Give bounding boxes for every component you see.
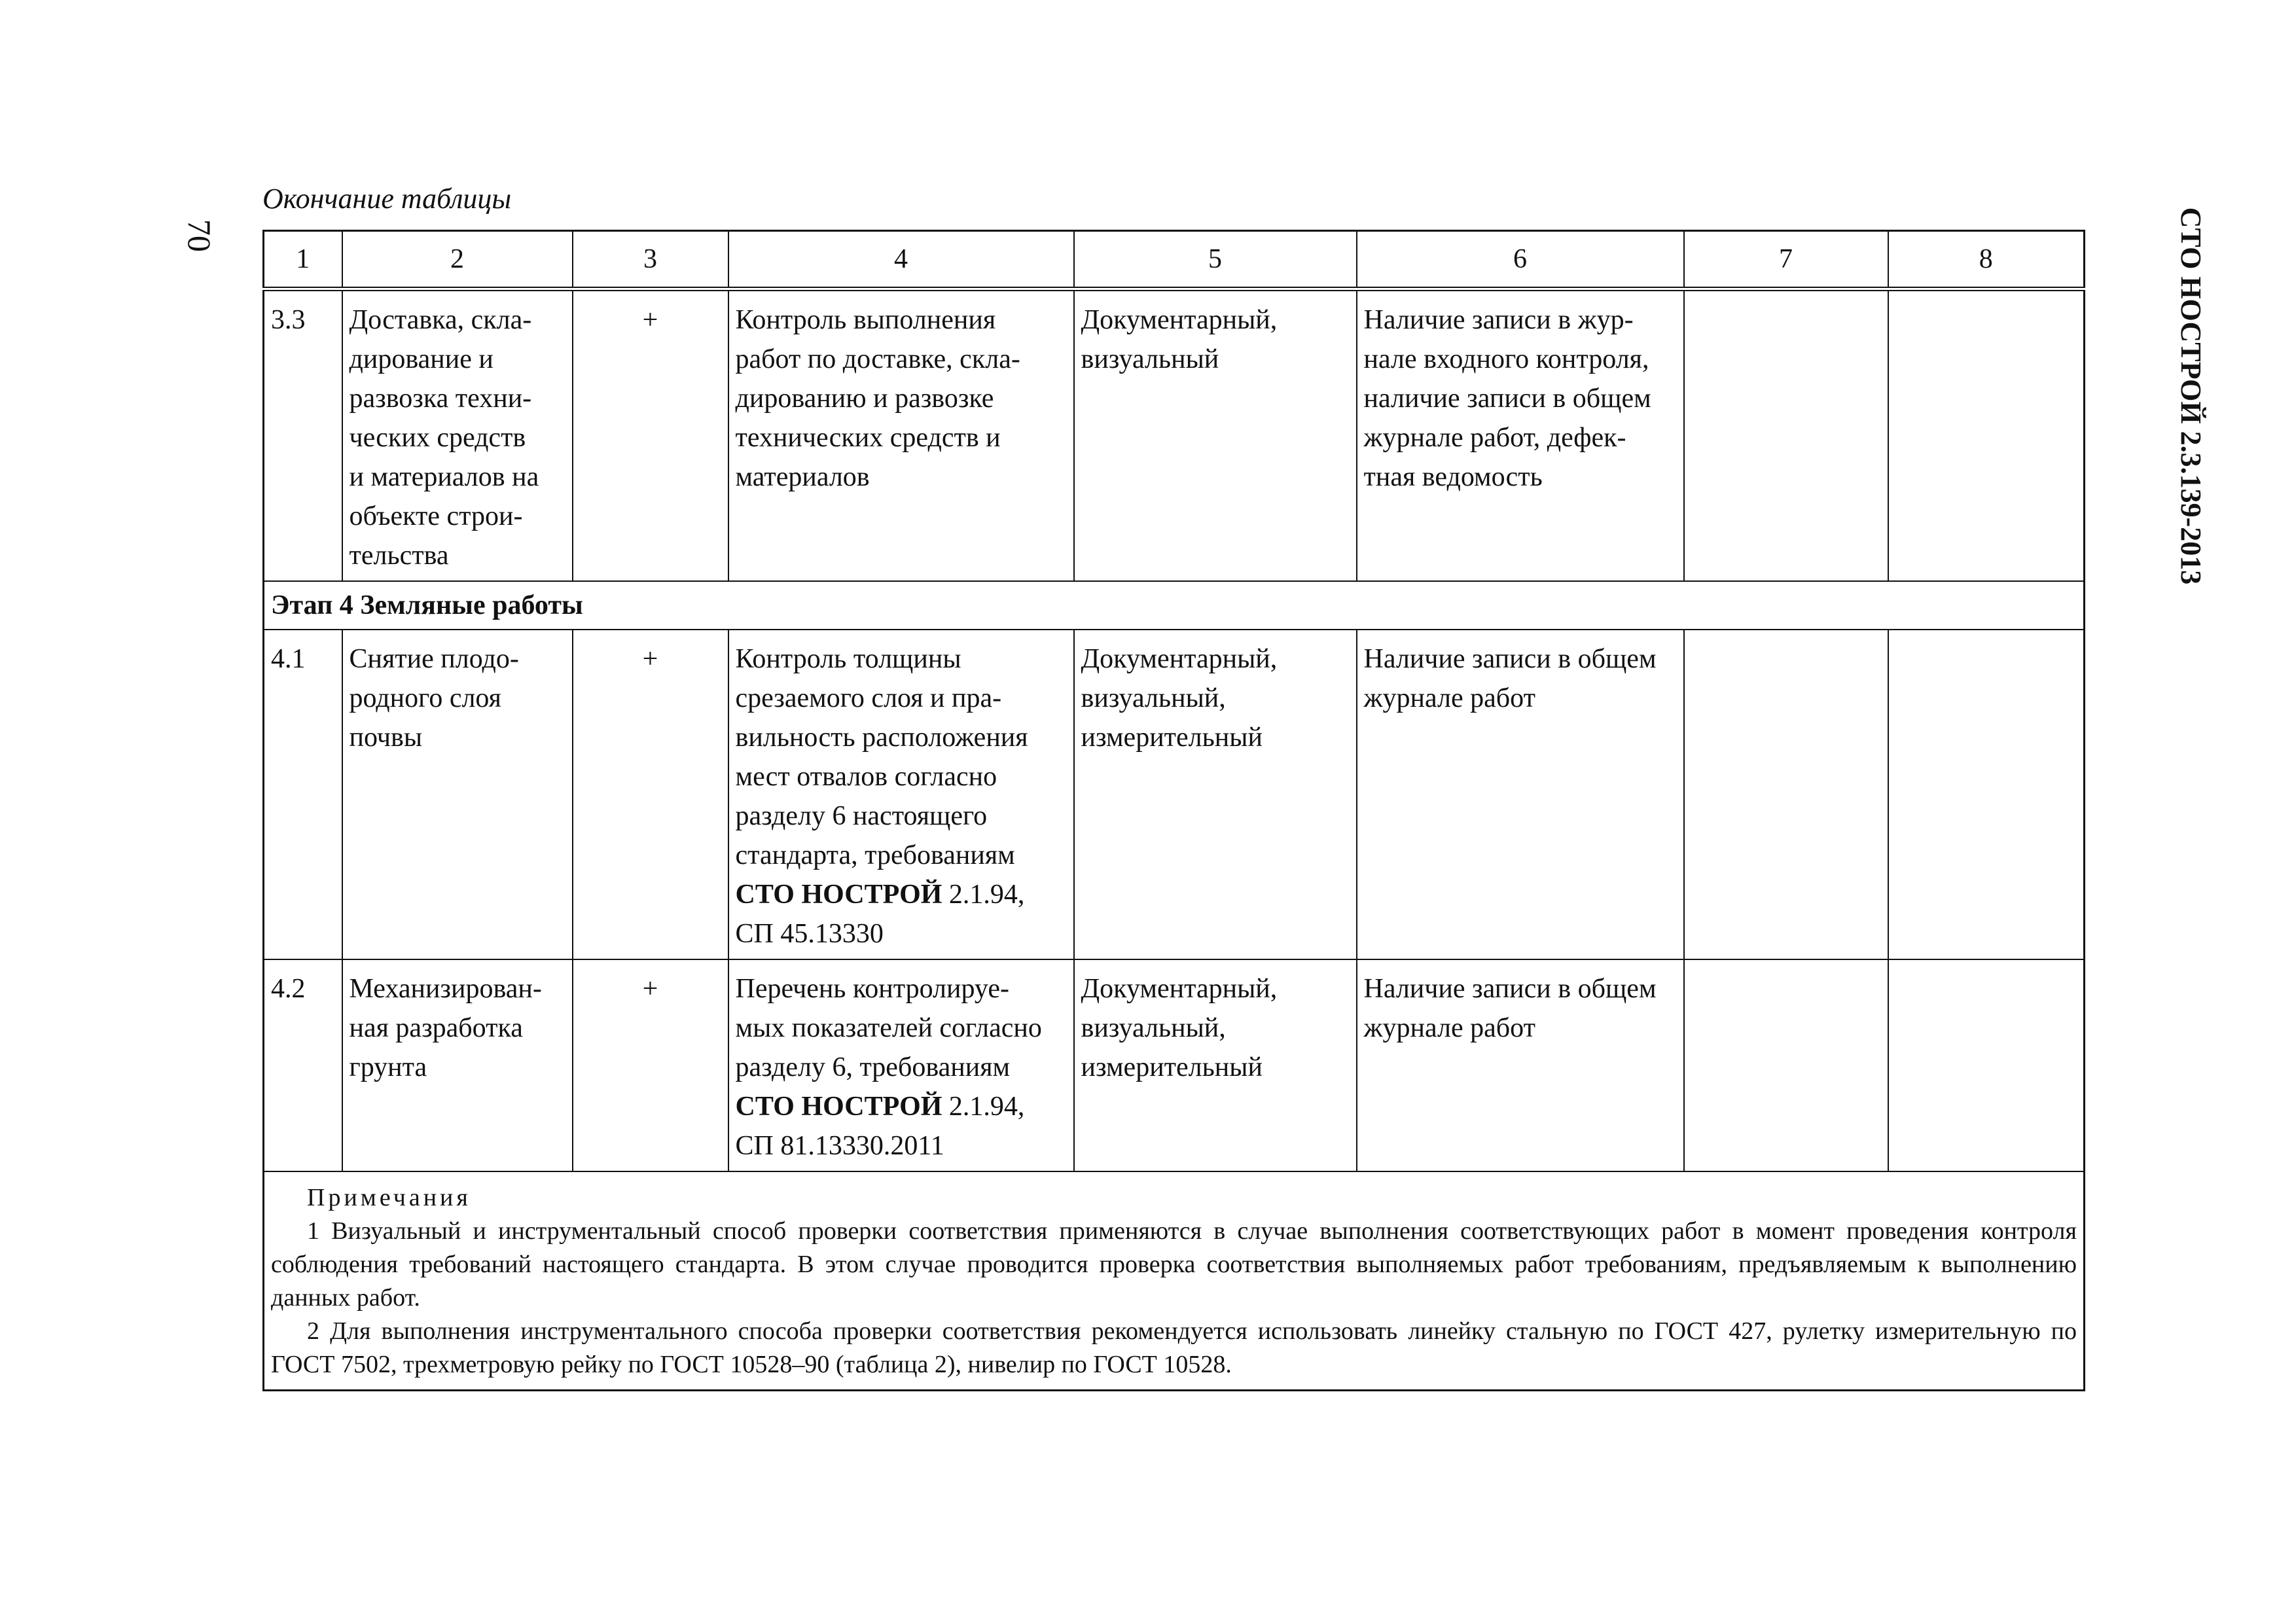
mark-cell: +	[573, 630, 728, 959]
row-number: 4.1	[264, 630, 342, 959]
notes-row	[264, 1171, 2085, 1391]
header-cell: 7	[1684, 231, 1888, 289]
empty-cell	[1888, 289, 2085, 582]
work-stage-cell: Доставка, скла- дирование и развозка техни- ческих средств и материалов на объекте строи- тельства	[342, 289, 573, 582]
row-number: 3.3	[264, 289, 342, 582]
empty-cell	[1684, 289, 1888, 582]
table-row	[264, 959, 2085, 1171]
empty-cell	[1684, 959, 1888, 1171]
note-1: 1 Визуальный и инструментальный способ проверки соответствия применяются в случае выполнения соответствующих работ в момент проведения контроля соблюдения требований настоящего стандарта. В этом случае проводится проверка соответствия выполняемых работ требованиям, предъявляемым к выполнению данных работ.	[271, 1217, 2077, 1311]
row-number: 4.2	[264, 959, 342, 1171]
control-table	[262, 230, 2085, 1391]
work-stage-cell: Механизирован- ная разработка грунта	[342, 959, 573, 1171]
record-cell: Наличие записи в жур- нале входного контроля, наличие записи в общем журнале работ, дефек- тная ведомость	[1357, 289, 1684, 582]
mark-cell: +	[573, 959, 728, 1171]
header-cell: 3	[573, 231, 728, 289]
empty-cell	[1888, 959, 2085, 1171]
method-cell: Документарный, визуальный	[1074, 289, 1357, 582]
control-text: Контроль толщины срезаемого слоя и пра- вильность расположения мест отвалов согласно разделу 6 настоящего стандарта, требованиям	[735, 644, 1028, 870]
document-title-vertical: СТО НОСТРОЙ 2.3.139-2013	[2175, 207, 2208, 585]
standard-ref: СТО НОСТРОЙ	[735, 880, 942, 910]
table-header-row	[264, 231, 2085, 289]
empty-cell	[1684, 630, 1888, 959]
header-cell: 8	[1888, 231, 2085, 289]
note-2: 2 Для выполнения инструментального способа проверки соответствия рекомендуется использовать линейку стальную по ГОСТ 427, рулетку измерительную по ГОСТ 7502, трехметровую рейку по ГОСТ 10528–90 (таблица 2), нивелир по ГОСТ 10528.	[271, 1317, 2077, 1378]
control-cell: Контроль выполнения работ по доставке, скла- дированию и развозке технических средств и материалов	[728, 289, 1074, 582]
header-cell: 5	[1074, 231, 1357, 289]
header-cell: 1	[264, 231, 342, 289]
control-tail: 2.1.94, СП 45.13330	[735, 880, 1025, 949]
method-cell: Документарный, визуальный, измерительный	[1074, 959, 1357, 1171]
standard-ref: СТО НОСТРОЙ	[735, 1092, 942, 1122]
header-cell: 4	[728, 231, 1074, 289]
header-cell: 6	[1357, 231, 1684, 289]
notes-cell	[264, 1171, 2085, 1391]
empty-cell	[1888, 630, 2085, 959]
table-row	[264, 289, 2085, 582]
record-cell: Наличие записи в общем журнале работ	[1357, 630, 1684, 959]
control-tail: 2.1.94, СП 81.13330.2011	[735, 1092, 1025, 1161]
mark-cell: +	[573, 289, 728, 582]
notes-heading: Примечания	[307, 1184, 471, 1211]
control-text: Перечень контролируе- мых показателей согласно разделу 6, требованиям	[735, 974, 1042, 1082]
control-cell	[728, 630, 1074, 959]
page-number: 70	[181, 219, 218, 252]
table-caption: Окончание таблицы	[262, 183, 512, 215]
table-row	[264, 630, 2085, 959]
stage-header-row	[264, 581, 2085, 630]
method-cell: Документарный, визуальный, измерительный	[1074, 630, 1357, 959]
control-cell	[728, 959, 1074, 1171]
record-cell: Наличие записи в общем журнале работ	[1357, 959, 1684, 1171]
header-cell: 2	[342, 231, 573, 289]
work-stage-cell: Снятие плодо- родного слоя почвы	[342, 630, 573, 959]
stage-title: Этап 4 Земляные работы	[264, 581, 2085, 630]
